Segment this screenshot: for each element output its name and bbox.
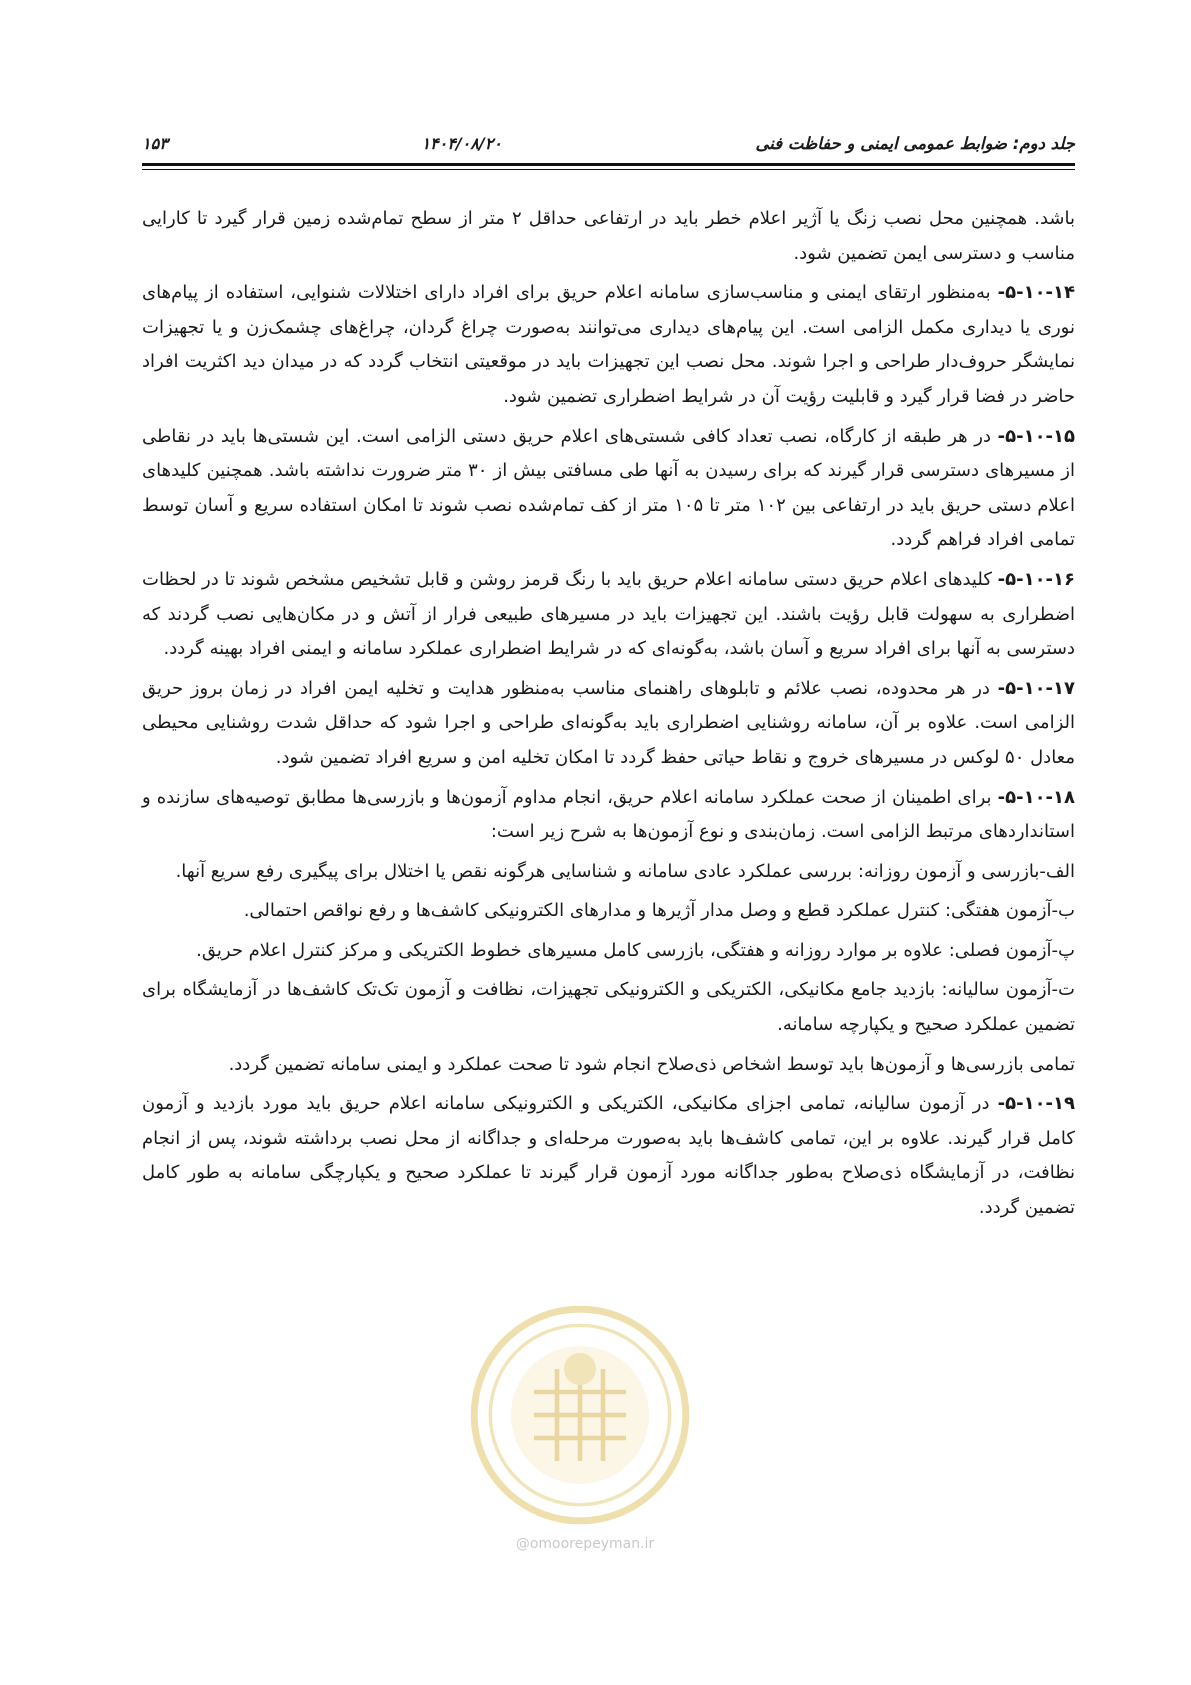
paragraph-text: در آزمون سالیانه، تمامی اجزای مکانیکی، الکتریکی و الکترونیکی سامانه اعلام حریق باید مورد بازدید و آزمون کامل قرار گیرند. علاوه بر این، تمامی کاشف‌ها باید به‌صورت مرحله‌ای و جداگانه از محل نصب برداشته شوند، پس از انجام نظافت، در آزمایشگاه ذی‌صلاح به‌طور جداگانه مورد آزمون قرار گیرند تا عملکرد صحیح و یکپارچگی سامانه به طور کامل تضمین گردد.	[142, 1093, 1075, 1219]
header-rule-thick	[142, 163, 1075, 166]
watermark-url: @omoorepeyman.ir	[515, 1536, 655, 1552]
section-number: ۵-۱۰-۱۹-	[997, 1093, 1075, 1115]
page-number: ۱۵۳	[142, 133, 168, 153]
section-5-10-19	[142, 1087, 1075, 1225]
section-5-10-16	[142, 563, 1075, 667]
section-5-10-14	[142, 276, 1075, 414]
body-text	[142, 202, 1075, 1231]
section-number: ۵-۱۰-۱۵-	[997, 425, 1075, 447]
section-5-10-18	[142, 781, 1075, 850]
page-header	[142, 126, 1075, 160]
section-5-10-17	[142, 672, 1075, 776]
paragraph-text: برای اطمینان از صحت عملکرد سامانه اعلام حریق، انجام مداوم آزمون‌ها و بازرسی‌ها مطابق توصیه‌های سازنده و استانداردهای مرتبط الزامی است. زمان‌بندی و نوع آزمون‌ها به شرح زیر است:	[142, 786, 1075, 843]
paragraph-text: در هر محدوده، نصب علائم و تابلوهای راهنمای مناسب به‌منظور هدایت و تخلیه ایمن افراد در زمان بروز حریق الزامی است. علاوه بر آن، سامانه روشنایی اضطراری باید به‌گونه‌ای طراحی و اجرا شود که حداقل شدت روشنایی محیطی معادل ۵۰ لوکس در مسیرهای خروج و نقاط حیاتی حفظ گردد تا امکان تخلیه امن و سریع افراد تضمین شود.	[142, 677, 1075, 768]
paragraph-text: کلیدهای اعلام حریق دستی سامانه اعلام حریق باید با رنگ قرمز روشن و قابل تشخیص مشخص شوند تا در لحظات اضطراری به سهولت قابل رؤیت باشند. این تجهیزات باید در مسیرهای طبیعی فرار از آتش و در مکان‌هایی نصب گردند که دسترسی به آنها برای افراد سریع و آسان باشد، به‌گونه‌ای که در شرایط اضطراری عملکرد سامانه و ایمنی افراد بهینه گردد.	[142, 568, 1075, 660]
paragraph-text: به‌منظور ارتقای ایمنی و مناسب‌سازی سامانه اعلام حریق برای افراد دارای اختلالات شنوایی، استفاده از پیام‌های نوری یا دیداری مکمل الزامی است. این پیام‌های دیداری می‌توانند به‌صورت چراغ گردان، چراغ‌های چشمک‌زن و یا تجهیزات نمایشگر حروف‌دار طراحی و اجرا شوند. محل نصب این تجهیزات باید در موقعیتی انتخاب گردد که در میدان دید اکثریت افراد حاضر در فضا قرار گیرد و قابلیت رؤیت آن در شرایط اضطراری تضمین شود.	[142, 282, 1075, 407]
header-title: جلد دوم: ضوابط عمومی ایمنی و حفاظت فنی	[755, 133, 1075, 153]
section-5-10-15	[142, 420, 1075, 558]
section-number: ۵-۱۰-۱۶-	[997, 568, 1075, 590]
list-item-annual: ت-آزمون سالیانه: بازدید جامع مکانیکی، الکتریکی و الکترونیکی تجهیزات، نظافت و آزمون تک‌تک کاشف‌ها در آزمایشگاه برای تضمین عملکرد صحیح و یکپارچه سامانه.	[142, 979, 1075, 1036]
list-item-seasonal: پ-آزمون فصلی: علاوه بر موارد روزانه و هفتگی، بازرسی کامل مسیرهای خطوط الکتریکی و مرکز کنترل اعلام حریق.	[196, 939, 1075, 961]
closing-sentence: تمامی بازرسی‌ها و آزمون‌ها باید توسط اشخاص ذی‌صلاح انجام شود تا صحت عملکرد و ایمنی سامانه تضمین گردد.	[228, 1053, 1075, 1075]
section-number: ۵-۱۰-۱۸-	[997, 786, 1075, 808]
watermark-logo-icon	[465, 1300, 695, 1530]
list-item-weekly: ب-آزمون هفتگی: کنترل عملکرد قطع و وصل مدار آژیرها و مدارهای الکترونیکی کاشف‌ها و رفع نواقص احتمالی.	[243, 900, 1075, 922]
section-number: ۵-۱۰-۱۷-	[997, 677, 1075, 699]
section-number: ۵-۱۰-۱۴-	[997, 282, 1075, 304]
paragraph-text: در هر طبقه از کارگاه، نصب تعداد کافی شستی‌های اعلام حریق دستی الزامی است. این شستی‌ها باید در نقاطی از مسیرهای دسترسی قرار گیرند که برای رسیدن به آنها طی مسافتی بیش از ۳۰ متر ضرورت نداشته باشد. همچنین کلیدهای اعلام دستی حریق باید در ارتفاعی بین ۱۰۲ متر تا ۱۰۵ متر از کف تمام‌شده نصب شوند تا امکان استفاده سریع و آسان توسط تمامی افراد فراهم گردد.	[142, 425, 1075, 551]
paragraph-text: باشد. همچنین محل نصب زنگ یا آژیر اعلام خطر باید در ارتفاعی حداقل ۲ متر از سطح تمام‌شده زمین قرار گیرد تا کارایی مناسب و دسترسی ایمن تضمین شود.	[142, 208, 1075, 264]
header-date: ۱۴۰۴/۰۸/۲۰	[421, 133, 502, 153]
list-item-daily: الف-بازرسی و آزمون روزانه: بررسی عملکرد عادی سامانه و شناسایی هرگونه نقص یا اختلال برای پیگیری رفع سریع آنها.	[175, 860, 1075, 882]
paragraph-continuation	[142, 202, 1075, 271]
header-rule-thin	[142, 169, 1075, 170]
